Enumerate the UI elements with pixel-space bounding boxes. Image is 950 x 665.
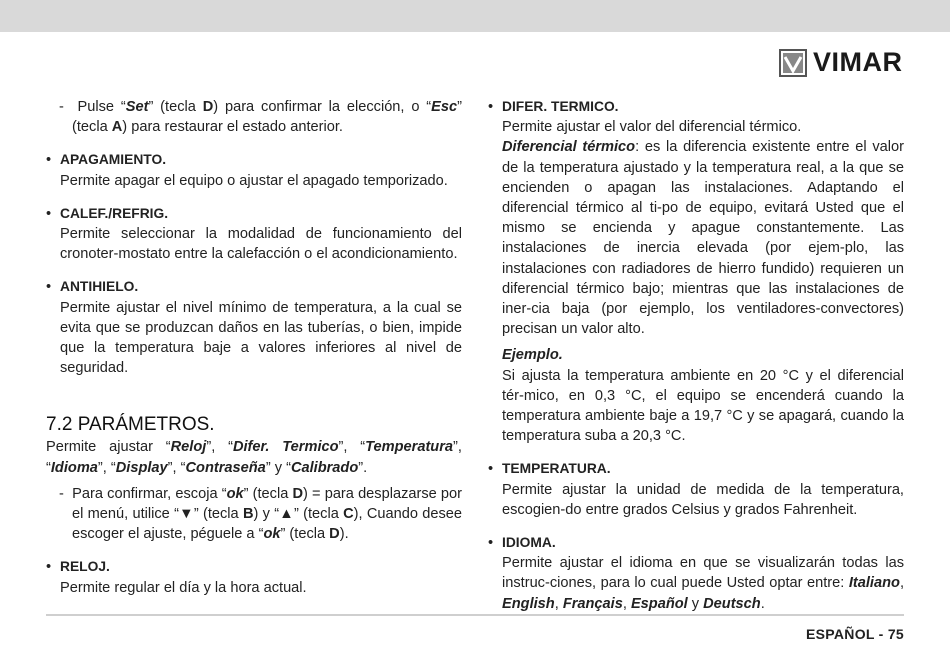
intro-paragraph: - Pulse “Set” (tecla D) para confirmar la elección, o “Esc” (tecla A) para restaurar el estado anterior.: [59, 99, 462, 136]
top-band: [0, 0, 950, 32]
antihielo-heading: ANTIHIELO.: [60, 279, 139, 295]
apagamiento-text: Permite apagar el equipo o ajustar el apagado temporizado.: [60, 172, 448, 189]
temperatura-heading: TEMPERATURA.: [502, 461, 611, 477]
bullet-reloj: • RELOJ.: [46, 557, 462, 577]
confirm-paragraph: - Para confirmar, escoja “ok” (tecla D) = para desplazarse por el menú, utilice “▼” (tecla B) y “▲” (tecla C), Cuando desee escoger el ajuste, péguele a “ok” (tecla D).: [59, 485, 463, 543]
page-number: ESPAÑOL - 75: [806, 626, 904, 642]
temperatura-text: Permite ajustar la unidad de medida de la temperatura, escogien-do entre grados Celsius y grados Fahrenheit.: [502, 481, 904, 518]
idioma-text: Permite ajustar el idioma en que se visualizarán todas las instruc-ciones, para lo cual puede Usted optar entre: Italiano, English, Français, Español y Deutsch.: [502, 555, 904, 612]
params-paragraph: Permite ajustar “Reloj”, “Difer. Termico”, “Temperatura”, “Idioma”, “Display”, “Contraseña” y “Calibrado”.: [46, 439, 462, 476]
example-text: Si ajusta la temperatura ambiente en 20 °C y el diferencial tér-mico, en 0,3 °C, el equipo se encenderá cuando la temperatura ambiente baje a 19,7 °C y se apagará, cuando la temperatura suba a 20,3 °C.: [502, 367, 904, 445]
vimar-logo-icon: [779, 49, 807, 77]
vimar-logo: [779, 47, 903, 78]
bullet-idioma: • IDIOMA.: [488, 533, 904, 553]
reloj-text: Permite regular el día y la hora actual.: [60, 579, 307, 596]
difer-heading: DIFER. TERMICO.: [502, 99, 619, 114]
idioma-heading: IDIOMA.: [502, 535, 556, 551]
bullet-apagamiento: • APAGAMIENTO.: [46, 150, 462, 170]
calef-text: Permite seleccionar la modalidad de funcionamiento del cronoter-mostato entre la calefacción o el acondicionamiento.: [60, 226, 462, 263]
reloj-heading: RELOJ.: [60, 559, 110, 575]
bullet-antihielo: • ANTIHIELO.: [46, 277, 462, 297]
bullet-difer: • DIFER. TERMICO.: [488, 97, 904, 117]
difer-definition: Diferencial térmico: es la diferencia existente entre el valor de la temperatura ajustado y la temperatura real, a la que se encienden o apagan las instalaciones. Adaptando el diferencial térmico al ti-po de equipo, evitará Usted que el mismo se encienda y apague constantemente. Las instalaciones de inercia elevada (por ejem-plo, las instalaciones con radiadores de hierro fundido) requieren un diferencial térmico bajo; mientras que las instalaciones de iner-cia baja (por ejemplo, los ventiladores-convectores) precisan un valor alto.: [502, 139, 904, 338]
apagamiento-heading: APAGAMIENTO.: [60, 152, 167, 168]
down-arrow-icon: ▼: [178, 506, 194, 523]
up-arrow-icon: ▲: [279, 506, 294, 523]
calef-heading: CALEF./REFRIG.: [60, 205, 169, 221]
antihielo-text: Permite ajustar el nivel mínimo de temperatura, a la cual se evita que se produzcan daños en las tuberías, o bien, impide que la temperatura baje a valores inferiores al nivel de seguridad.: [60, 299, 462, 377]
difer-line1: Permite ajustar el valor del diferencial térmico.: [502, 119, 802, 136]
bullet-temperatura: • TEMPERATURA.: [488, 459, 904, 479]
brand-name: VIMAR: [813, 47, 903, 77]
bullet-calef: • CALEF./REFRIG.: [46, 204, 462, 224]
section-title: 7.2 PARÁMETROS.: [46, 414, 215, 436]
left-column: [46, 97, 462, 598]
right-column: [488, 97, 904, 614]
footer-divider: [46, 614, 904, 616]
example-label: Ejemplo.: [502, 347, 563, 364]
